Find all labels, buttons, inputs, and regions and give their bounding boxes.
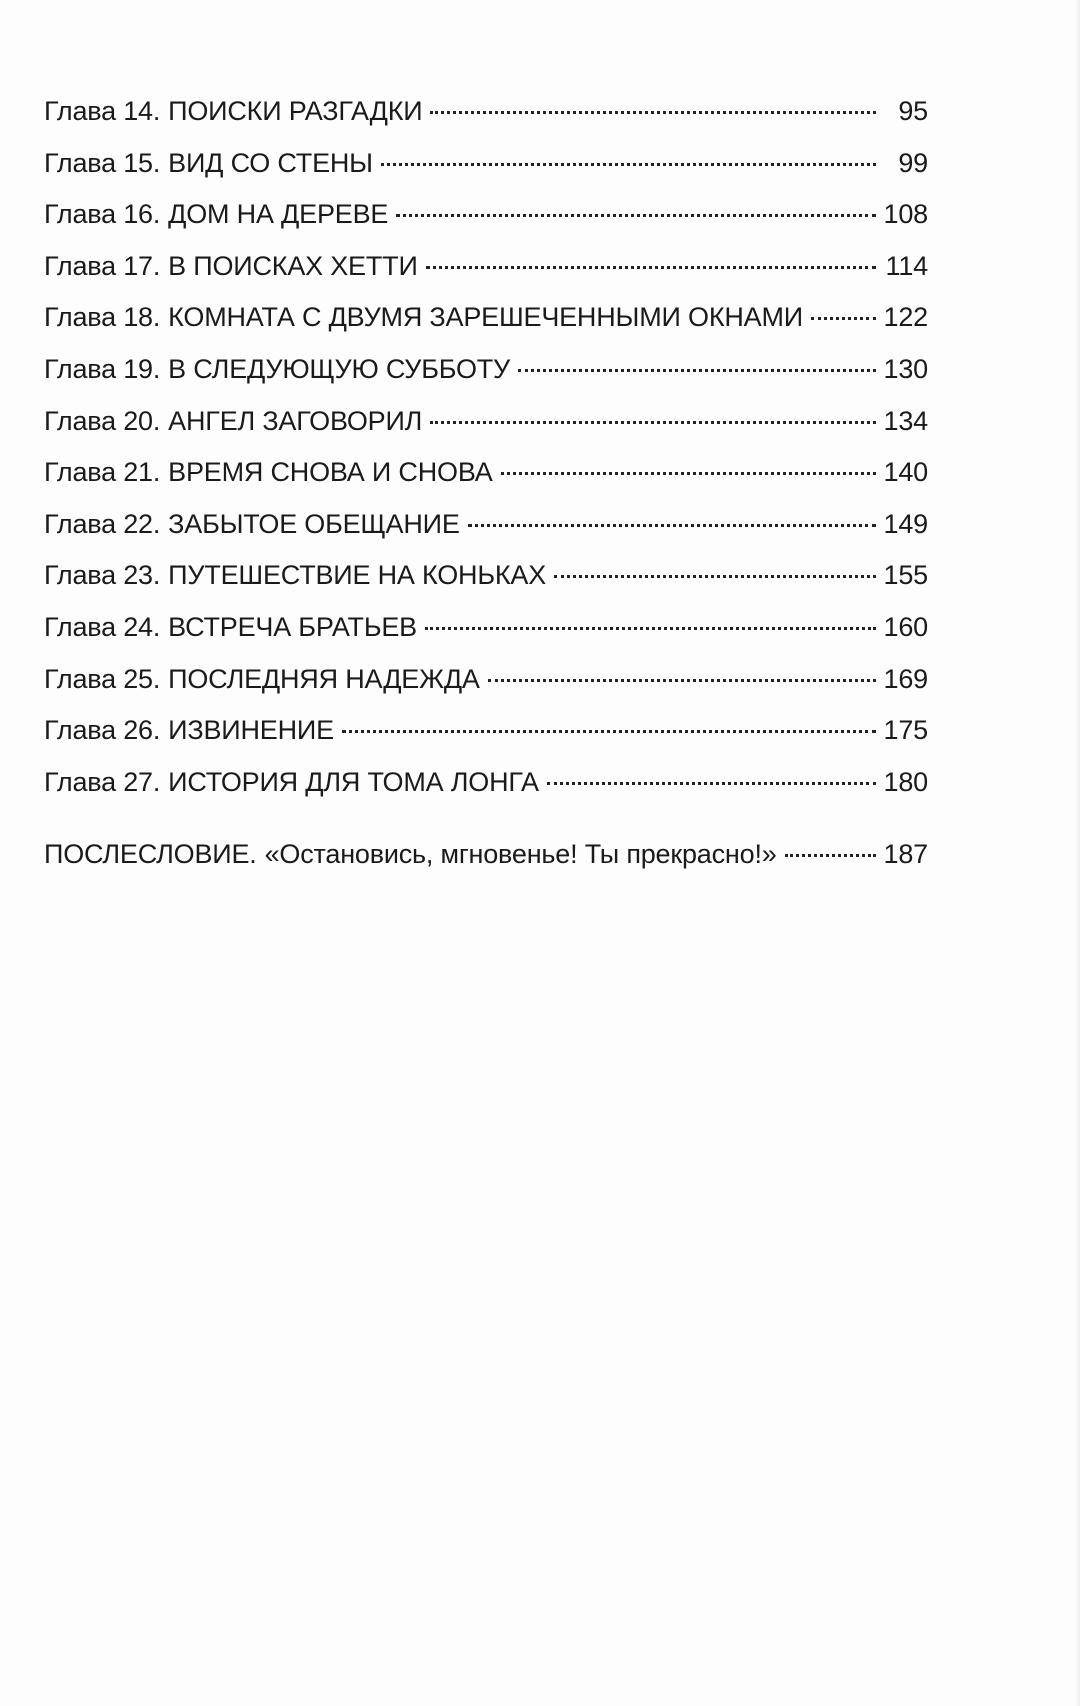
toc-entry <box>44 354 928 406</box>
entry-title: В ПОИСКАХ ХЕТТИ <box>168 250 418 281</box>
dot-leader <box>501 472 876 475</box>
dot-leader <box>425 627 876 630</box>
entry-prefix: Глава 21. <box>44 457 161 488</box>
dot-leader <box>811 317 876 320</box>
entry-page-number: 155 <box>883 560 928 591</box>
entry-title: ИСТОРИЯ ДЛЯ ТОМА ЛОНГА <box>168 766 539 797</box>
entry-page-number: 187 <box>883 839 928 870</box>
entry-page-number: 95 <box>898 96 928 126</box>
page-edge <box>1074 0 1080 1706</box>
entry-title: ИЗВИНЕНИЕ <box>168 715 334 746</box>
toc-entry <box>44 199 928 251</box>
entry-title: АНГЕЛ ЗАГОВОРИЛ <box>168 405 423 436</box>
entry-title: ПОСЛЕДНЯЯ НАДЕЖДА <box>168 663 480 694</box>
entry-title: В СЛЕДУЮЩУЮ СУББОТУ <box>168 353 511 384</box>
entry-page-number: 108 <box>883 199 928 230</box>
entry-prefix: Глава 18. <box>44 302 161 333</box>
toc-entry <box>44 148 928 200</box>
entry-title: ВИД СО СТЕНЫ <box>168 147 373 178</box>
entry-page-number: 149 <box>883 508 928 539</box>
entry-title: «Остановись, мгновенье! Ты прекрасно!» <box>264 839 777 870</box>
toc-entry <box>44 767 928 819</box>
entry-title: ВРЕМЯ СНОВА И СНОВА <box>168 457 493 488</box>
entry-title: КОМНАТА С ДВУМЯ ЗАРЕШЕЧЕННЫМИ ОКНАМИ <box>168 302 803 333</box>
entry-page-number: 140 <box>883 457 928 488</box>
entry-prefix: Глава 26. <box>44 715 161 746</box>
entry-title: ПУТЕШЕСТВИЕ НА КОНЬКАХ <box>168 560 547 591</box>
entry-page-number: 134 <box>883 405 928 436</box>
entry-page-number: 175 <box>883 715 928 746</box>
toc-entry <box>44 406 928 458</box>
dot-leader <box>547 782 876 785</box>
entry-title: ЗАБЫТОЕ ОБЕЩАНИЕ <box>168 508 460 539</box>
entry-prefix: Глава 27. <box>44 766 161 797</box>
entry-page-number: 160 <box>883 611 928 642</box>
toc-entry <box>44 664 928 716</box>
toc-entry <box>44 612 928 664</box>
entry-page-number: 114 <box>885 250 928 281</box>
dot-leader <box>426 266 876 269</box>
dot-leader <box>554 575 876 578</box>
dot-leader <box>381 163 876 166</box>
dot-leader <box>430 111 876 114</box>
entry-prefix: Глава 14. <box>44 96 161 126</box>
dot-leader <box>488 679 876 682</box>
entry-page-number: 169 <box>883 663 928 694</box>
entry-prefix: ПОСЛЕСЛОВИЕ. <box>44 839 257 870</box>
dot-leader <box>518 369 876 372</box>
entry-prefix: Глава 25. <box>44 663 161 694</box>
entry-page-number: 130 <box>883 353 928 384</box>
toc-entry <box>44 251 928 303</box>
dot-leader <box>430 421 875 424</box>
entry-title: ВСТРЕЧА БРАТЬЕВ <box>168 611 417 642</box>
entry-prefix: Глава 15. <box>44 147 161 178</box>
entry-title: ДОМ НА ДЕРЕВЕ <box>168 199 389 230</box>
entry-prefix: Глава 16. <box>44 199 161 230</box>
entry-prefix: Глава 23. <box>44 560 161 591</box>
toc-entry <box>44 302 928 354</box>
entry-prefix: Глава 17. <box>44 250 161 281</box>
toc-entry <box>44 457 928 509</box>
entry-prefix: Глава 24. <box>44 611 161 642</box>
entry-prefix: Глава 20. <box>44 405 161 436</box>
entry-prefix: Глава 19. <box>44 353 161 384</box>
entry-title: ПОИСКИ РАЗГАДКИ <box>168 96 423 126</box>
entry-page-number: 99 <box>898 147 928 178</box>
entry-prefix: Глава 22. <box>44 508 161 539</box>
dot-leader <box>468 524 876 527</box>
dot-leader <box>396 214 875 217</box>
toc-entry <box>44 96 928 148</box>
table-of-contents <box>44 96 928 891</box>
toc-entry <box>44 560 928 612</box>
toc-afterword-entry <box>44 839 928 891</box>
entry-page-number: 180 <box>883 766 928 797</box>
dot-leader <box>342 730 876 733</box>
toc-entry <box>44 715 928 767</box>
dot-leader <box>785 854 876 857</box>
entry-page-number: 122 <box>883 302 928 333</box>
toc-entry <box>44 509 928 561</box>
